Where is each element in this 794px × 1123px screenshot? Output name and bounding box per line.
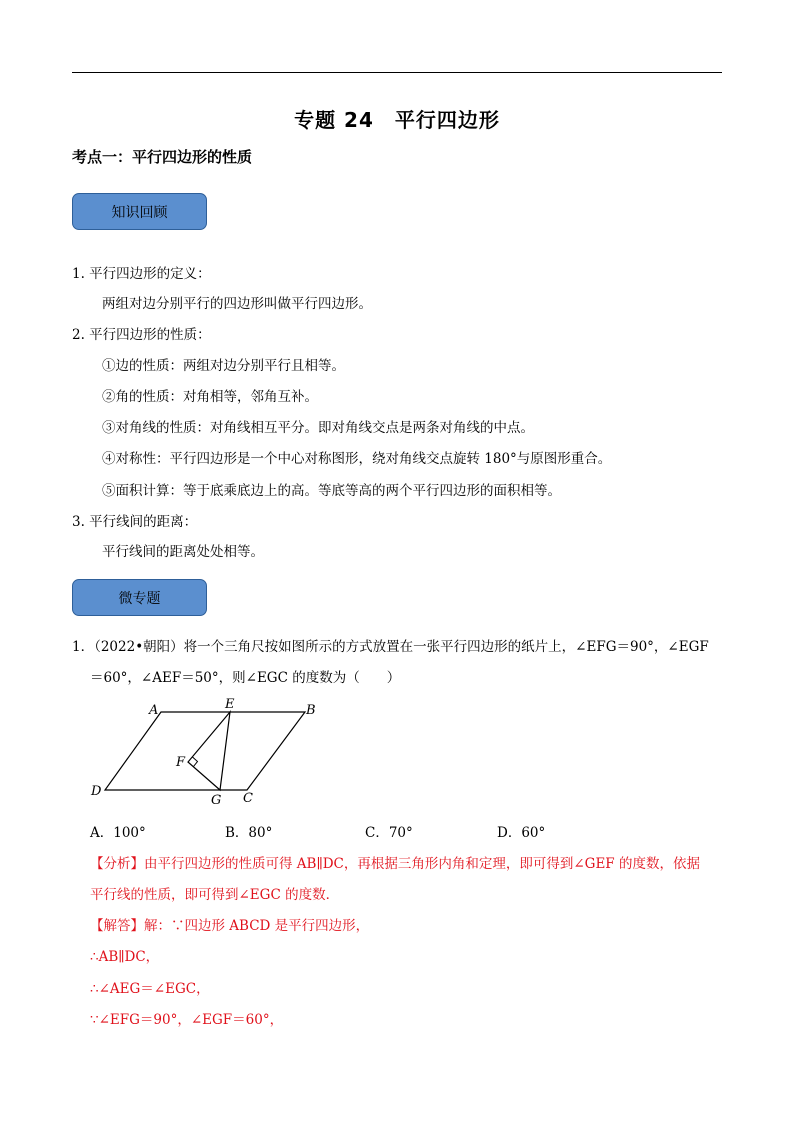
solution-line-3: ∴∠AEG＝∠EGC， [90,981,210,997]
solution-line-2: ∴AB∥DC， [90,949,160,965]
option-d: D．60° [497,825,546,841]
property-line: ⑤面积计算：等于底乘底边上的高。等底等高的两个平行四边形的面积相等。 [102,483,561,499]
solution-line-4: ∵∠EFG＝90°，∠EGF＝60°， [90,1012,284,1028]
property-line: ②角的性质：对角相等，邻角互补。 [102,389,318,405]
topic-badge: 微专题 [72,579,207,616]
right-angle-mark [193,757,198,767]
label-e: E [225,697,235,712]
triangle-efg [188,712,230,790]
property-line: ③对角线的性质：对角线相互平分。即对角线交点是两条对角线的中点。 [102,420,534,436]
label-b: B [306,703,316,718]
knowledge-item-1-title: 1. 平行四边形的定义： [72,266,211,282]
problem-line-1: 1．（2022•朝阳）将一个三角尺按如图所示的方式放置在一张平行四边形的纸片上，∠EFG＝90°，∠EGF [72,639,709,655]
section-heading: 考点一：平行四边形的性质 [72,148,253,166]
solution-line-1: 【解答】解：∵四边形 ABCD 是平行四边形， [90,918,370,934]
parallelogram-abcd [105,712,305,790]
header-rule [72,72,722,73]
option-a: A．100° [90,825,146,841]
label-d: D [91,784,102,799]
label-c: C [243,791,253,806]
knowledge-item-1-body: 两组对边分别平行的四边形叫做平行四边形。 [102,296,372,312]
page-title: 专题 24 平行四边形 [294,108,500,132]
property-line: ①边的性质：两组对边分别平行且相等。 [102,358,345,374]
knowledge-item-3-body: 平行线间的距离处处相等。 [102,544,264,560]
analysis-line-2: 平行线的性质，即可得到∠EGC 的度数． [90,887,340,903]
option-c: C．70° [365,825,413,841]
problem-line-2: ＝60°，∠AEF＝50°，则∠EGC 的度数为（ ） [90,670,401,686]
parallelogram-figure [80,694,340,814]
label-g: G [211,793,222,808]
knowledge-item-3-title: 3. 平行线间的距离： [72,514,198,530]
property-line: ④对称性：平行四边形是一个中心对称图形，绕对角线交点旋转 180°与原图形重合。 [102,451,612,467]
label-a: A [149,703,159,718]
label-f: F [176,755,186,770]
knowledge-item-2-title: 2. 平行四边形的性质： [72,327,211,343]
analysis-line-1: 【分析】由平行四边形的性质可得 AB∥DC，再根据三角形内角和定理，即可得到∠GEF 的度数，依据 [90,856,700,872]
knowledge-review-badge: 知识回顾 [72,193,207,230]
option-b: B．80° [225,825,273,841]
